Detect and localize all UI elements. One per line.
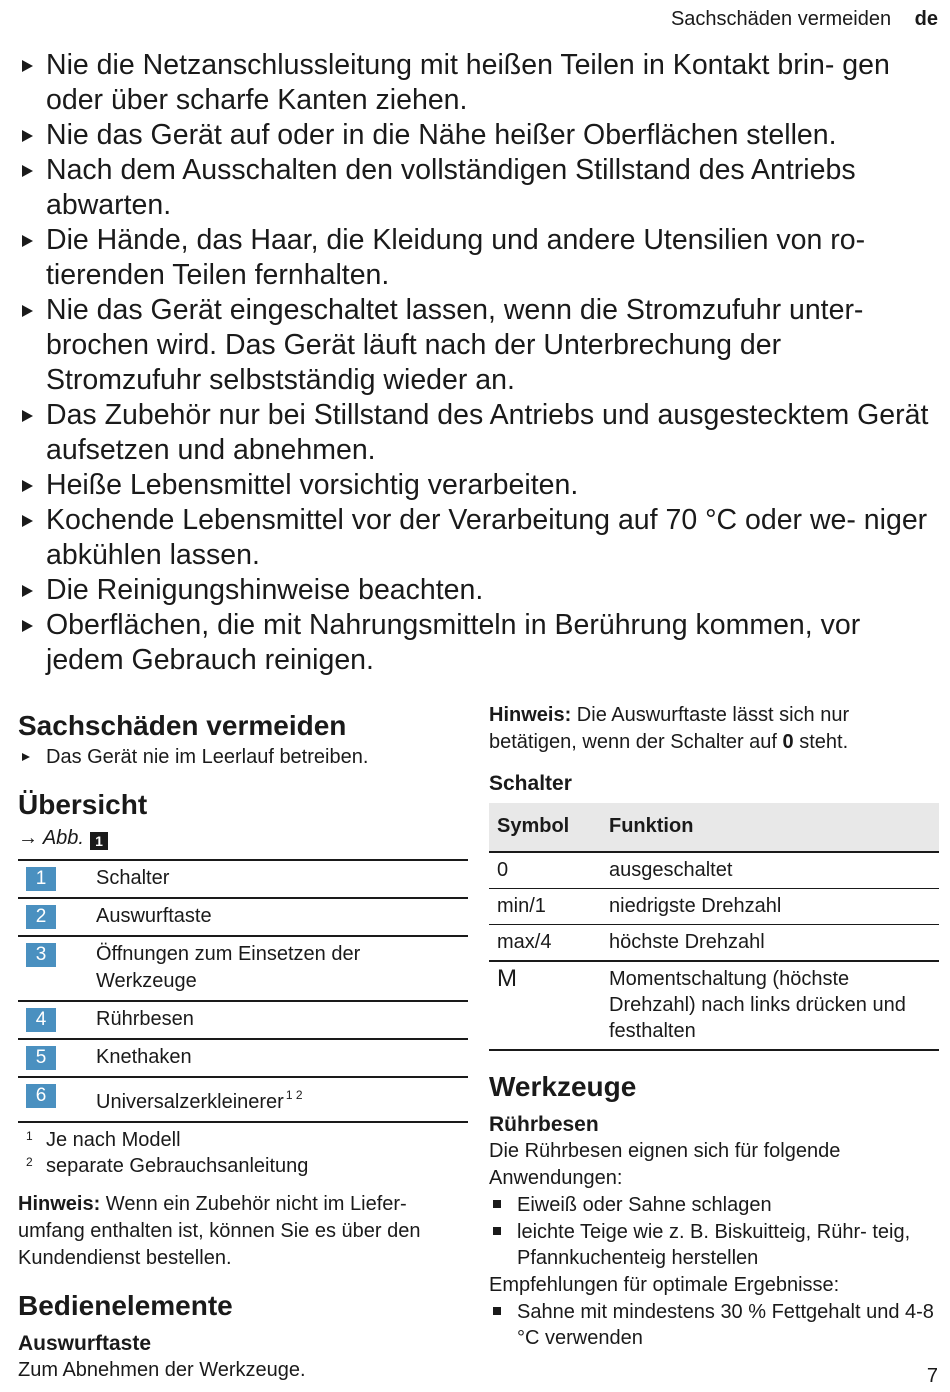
header-language: de — [914, 8, 938, 30]
switch-symbol: min/1 — [489, 889, 601, 925]
figure-number-box: 1 — [90, 832, 108, 850]
overview-note — [18, 1191, 468, 1272]
footnote — [18, 1127, 468, 1153]
warning-item: Oberflächen, die mit Nahrungsmitteln in Berührung kommen, vor jedem Gebrauch reinigen. — [18, 608, 938, 678]
page-header — [671, 8, 938, 31]
part-number-badge: 5 — [26, 1046, 56, 1070]
switch-function: niedrigste Drehzahl — [601, 889, 939, 925]
part-number-badge: 3 — [26, 943, 56, 967]
note-label: Hinweis: — [489, 704, 572, 726]
heading-sachschaeden: Sachschäden vermeiden — [18, 710, 347, 741]
warning-list — [18, 48, 938, 678]
warning-item: Heiße Lebensmittel vorsichtig verarbeiten. — [18, 468, 938, 503]
switch-symbol: M — [489, 961, 601, 1050]
note-text: Wenn ein Zubehör nicht im Liefer- umfang enthalten ist, können Sie es über den Kundendienst bestellen. — [18, 1193, 421, 1269]
part-label — [96, 1077, 468, 1122]
schalter-note — [489, 702, 939, 756]
switch-symbol: 0 — [489, 852, 601, 889]
switch-function: höchste Drehzahl — [601, 925, 939, 962]
list-item: Eiweiß oder Sahne schlagen — [489, 1192, 939, 1219]
heading-werkzeuge: Werkzeuge — [489, 1071, 637, 1102]
footnote-mark: 2 — [26, 1155, 33, 1169]
table-header-row — [489, 803, 939, 852]
part-number-badge: 4 — [26, 1008, 56, 1032]
part-label: Öffnungen zum Einsetzen der Werkzeuge — [96, 936, 468, 1001]
footnote — [18, 1153, 468, 1179]
switch-table — [489, 803, 939, 1051]
footnote-list — [18, 1127, 468, 1179]
warning-item: Nie das Gerät auf oder in die Nähe heißer Oberflächen stellen. — [18, 118, 938, 153]
part-number-badge: 1 — [26, 867, 56, 891]
footnote-text: Je nach Modell — [46, 1129, 181, 1151]
empfehlungen-list — [489, 1299, 939, 1352]
table-row — [489, 889, 939, 925]
auswurftaste-text: Zum Abnehmen der Werkzeuge. — [18, 1359, 306, 1381]
part-label: Rührbesen — [96, 1001, 468, 1039]
switch-symbol: max/4 — [489, 925, 601, 962]
footnote-mark: 1 — [26, 1129, 33, 1143]
table-row — [18, 936, 468, 1001]
note-label: Hinweis: — [18, 1193, 101, 1215]
left-column — [18, 708, 468, 1384]
part-label: Knethaken — [96, 1039, 468, 1077]
heading-schalter: Schalter — [489, 772, 572, 795]
list-item: leichte Teige wie z. B. Biskuitteig, Rühr- teig, Pfannkuchenteig herstellen — [489, 1219, 939, 1272]
part-number-badge: 6 — [26, 1084, 56, 1108]
subheading-ruehrbesen: Rührbesen — [489, 1113, 599, 1136]
overview-table — [18, 859, 468, 1123]
column-header-funktion: Funktion — [601, 803, 939, 852]
part-label-text: Universalzerkleinerer — [96, 1091, 284, 1113]
warning-item: Die Reinigungshinweise beachten. — [18, 573, 938, 608]
part-number-badge: 2 — [26, 905, 56, 929]
table-row — [18, 1039, 468, 1077]
warning-item: Das Zubehör nur bei Stillstand des Antriebs und ausgestecktem Gerät aufsetzen und abnehmen. — [18, 398, 938, 468]
table-row — [18, 860, 468, 898]
subheading-auswurftaste: Auswurftaste — [18, 1332, 152, 1355]
page-number: 7 — [926, 1365, 938, 1387]
right-column — [489, 702, 939, 1352]
table-row — [18, 898, 468, 936]
list-item: Sahne mit mindestens 30 % Fettgehalt und 4-8 °C verwenden — [489, 1299, 939, 1352]
heading-uebersicht: Übersicht — [18, 789, 148, 820]
table-row — [18, 1001, 468, 1039]
table-row — [18, 1077, 468, 1122]
empfehlungen-title: Empfehlungen für optimale Ergebnisse: — [489, 1273, 840, 1296]
warning-item: Nie das Gerät eingeschaltet lassen, wenn die Stromzufuhr unter- brochen wird. Das Gerät läuft nach der Unterbrechung der Stromzufuhr selbstständig wieder an. — [18, 293, 938, 398]
note-text-end: steht. — [793, 731, 849, 753]
ruehrbesen-intro: Die Rührbesen eignen sich für folgende Anwendungen: — [489, 1140, 841, 1189]
footnote-marks: 1 2 — [285, 1088, 303, 1102]
sachschaeden-list — [18, 744, 468, 771]
warning-item: Nach dem Ausschalten den vollständigen Stillstand des Antriebs abwarten. — [18, 153, 938, 223]
warning-item: Nie die Netzanschlussleitung mit heißen Teilen in Kontakt brin- gen oder über scharfe Kanten ziehen. — [18, 48, 938, 118]
figure-reference — [18, 825, 468, 851]
table-row — [489, 925, 939, 962]
column-header-symbol: Symbol — [489, 803, 601, 852]
heading-bedienelemente: Bedienelemente — [18, 1290, 233, 1321]
table-row — [489, 961, 939, 1050]
warning-item: Die Hände, das Haar, die Kleidung und andere Utensilien von ro- tierenden Teilen fernhalten. — [18, 223, 938, 293]
switch-function: ausgeschaltet — [601, 852, 939, 889]
note-text: Die Auswurftaste lässt sich nur betätigen, wenn der Schalter auf — [489, 704, 850, 753]
part-label: Schalter — [96, 860, 468, 898]
header-section-title: Sachschäden vermeiden — [670, 8, 892, 30]
footnote-text: separate Gebrauchsanleitung — [46, 1155, 309, 1177]
figure-reference-text: → Abb. — [18, 827, 84, 849]
table-row — [489, 852, 939, 889]
ruehrbesen-list — [489, 1192, 939, 1272]
list-item: Das Gerät nie im Leerlauf betreiben. — [18, 744, 468, 771]
warning-item: Kochende Lebensmittel vor der Verarbeitung auf 70 °C oder we- niger abkühlen lassen. — [18, 503, 938, 573]
note-bold-value: 0 — [782, 731, 794, 753]
switch-function: Momentschaltung (höchste Drehzahl) nach links drücken und festhalten — [601, 961, 939, 1050]
part-label: Auswurftaste — [96, 898, 468, 936]
